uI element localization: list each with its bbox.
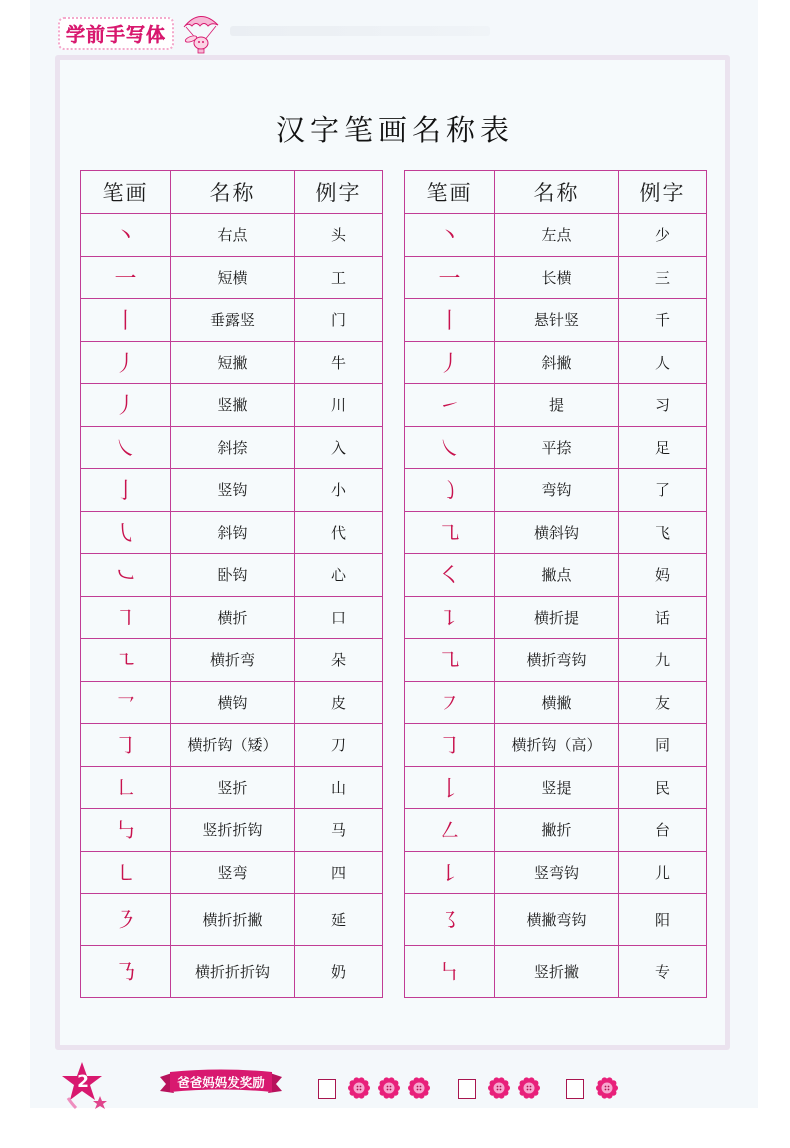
stroke-glyph: ㇡ [81, 946, 171, 998]
example-char: 小 [295, 469, 383, 512]
stroke-name: 斜撇 [495, 341, 619, 384]
reward-checkbox[interactable] [318, 1079, 336, 1099]
stroke-glyph: 丿 [81, 384, 171, 427]
stroke-name: 横折折折钩 [171, 946, 295, 998]
table-row [405, 639, 707, 682]
example-char: 阳 [619, 894, 707, 946]
stroke-glyph: ㇞ [405, 946, 495, 998]
example-char: 友 [619, 681, 707, 724]
stroke-glyph: ㇌ [405, 894, 495, 946]
table-row [405, 596, 707, 639]
stroke-glyph: ㇋ [81, 894, 171, 946]
stroke-glyph: ㇆ [81, 724, 171, 767]
parachute-bunny-icon [178, 11, 222, 55]
stroke-name: 卧钩 [171, 554, 295, 597]
stroke-glyph: 丨 [81, 299, 171, 342]
brand-title: 学前手写体 [58, 17, 174, 50]
stroke-glyph: 𠄌 [405, 766, 495, 809]
table-row [405, 894, 707, 946]
stroke-glyph: ㇆ [405, 724, 495, 767]
stroke-name: 斜钩 [171, 511, 295, 554]
stroke-name: 竖钩 [171, 469, 295, 512]
stroke-glyph: 一 [405, 256, 495, 299]
reward-checkbox[interactable] [458, 1079, 476, 1099]
example-char: 奶 [295, 946, 383, 998]
example-char: 足 [619, 426, 707, 469]
stroke-name: 横折提 [495, 596, 619, 639]
example-char: 同 [619, 724, 707, 767]
example-char: 入 [295, 426, 383, 469]
stroke-name: 短横 [171, 256, 295, 299]
table-header-row [81, 171, 383, 214]
stroke-glyph: 一 [81, 256, 171, 299]
example-char: 人 [619, 341, 707, 384]
stroke-glyph: ㇙ [405, 851, 495, 894]
stroke-name: 撇点 [495, 554, 619, 597]
stroke-glyph: ㇏ [81, 426, 171, 469]
page-footer [60, 1060, 760, 1110]
example-char: 朵 [295, 639, 383, 682]
stroke-name: 横折 [171, 596, 295, 639]
stroke-name: 右点 [171, 214, 295, 257]
stroke-name: 竖撇 [171, 384, 295, 427]
table-row [405, 426, 707, 469]
flower-sticker-icon [408, 1077, 430, 1099]
table-row [81, 256, 383, 299]
table-row [81, 639, 383, 682]
stroke-glyph: 丿 [405, 341, 495, 384]
stroke-name: 弯钩 [495, 469, 619, 512]
example-char: 头 [295, 214, 383, 257]
stroke-glyph: ㇕ [81, 596, 171, 639]
example-char: 口 [295, 596, 383, 639]
header-stroke: 笔画 [81, 171, 171, 214]
example-char: 牛 [295, 341, 383, 384]
flower-sticker-icon [348, 1077, 370, 1099]
example-char: 刀 [295, 724, 383, 767]
stroke-glyph: ㇈ [405, 639, 495, 682]
example-char: 妈 [619, 554, 707, 597]
example-char: 四 [295, 851, 383, 894]
stroke-name: 横撇 [495, 681, 619, 724]
example-char: 专 [619, 946, 707, 998]
stroke-name: 横钩 [171, 681, 295, 724]
header-name: 名称 [495, 171, 619, 214]
example-char: 儿 [619, 851, 707, 894]
example-char: 飞 [619, 511, 707, 554]
stroke-name: 竖弯钩 [495, 851, 619, 894]
table-row [405, 809, 707, 852]
stroke-glyph: ㇛ [405, 554, 495, 597]
table-row [81, 511, 383, 554]
example-char: 川 [295, 384, 383, 427]
stroke-glyph: ㇏ [405, 426, 495, 469]
stroke-name: 竖折折钩 [171, 809, 295, 852]
table-row [81, 809, 383, 852]
flower-sticker-icon [518, 1077, 540, 1099]
stroke-name: 竖折 [171, 766, 295, 809]
table-header-row [405, 171, 707, 214]
reward-label: 爸爸妈妈发奖励 [177, 1075, 265, 1090]
table-row [405, 851, 707, 894]
table-row [405, 681, 707, 724]
stroke-glyph: ㇄ [81, 851, 171, 894]
stroke-name: 斜捺 [171, 426, 295, 469]
stroke-name: 横折弯钩 [495, 639, 619, 682]
stroke-glyph: 丶 [81, 214, 171, 257]
stroke-glyph: 亅 [81, 469, 171, 512]
table-row [405, 554, 707, 597]
example-char: 三 [619, 256, 707, 299]
example-char: 民 [619, 766, 707, 809]
table-row [81, 469, 383, 512]
stroke-name: 左点 [495, 214, 619, 257]
example-char: 门 [295, 299, 383, 342]
example-char: 皮 [295, 681, 383, 724]
table-row [405, 214, 707, 257]
flower-sticker-icon [596, 1077, 618, 1099]
stroke-glyph: ㇂ [81, 511, 171, 554]
header-example: 例字 [619, 171, 707, 214]
stroke-glyph: ㇇ [405, 681, 495, 724]
stroke-name: 竖弯 [171, 851, 295, 894]
table-row [81, 724, 383, 767]
stroke-name: 横折钩（矮） [171, 724, 295, 767]
stroke-name: 平捺 [495, 426, 619, 469]
flower-sticker-icon [488, 1077, 510, 1099]
example-char: 代 [295, 511, 383, 554]
example-char: 延 [295, 894, 383, 946]
stroke-name: 悬针竖 [495, 299, 619, 342]
stroke-glyph: ㇍ [81, 639, 171, 682]
table-row [81, 426, 383, 469]
example-char: 习 [619, 384, 707, 427]
example-char: 心 [295, 554, 383, 597]
stroke-name: 垂露竖 [171, 299, 295, 342]
example-char: 千 [619, 299, 707, 342]
table-row [405, 469, 707, 512]
table-row [405, 384, 707, 427]
table-row [81, 341, 383, 384]
stroke-table-left [80, 170, 383, 998]
table-row [81, 384, 383, 427]
example-char: 了 [619, 469, 707, 512]
table-row [81, 946, 383, 998]
stroke-glyph: ㇈ [405, 511, 495, 554]
stroke-glyph: ㇗ [81, 766, 171, 809]
table-row [405, 341, 707, 384]
stroke-name: 横斜钩 [495, 511, 619, 554]
header-example: 例字 [295, 171, 383, 214]
stroke-glyph: ㇁ [405, 469, 495, 512]
example-char: 工 [295, 256, 383, 299]
flower-sticker-icon [378, 1077, 400, 1099]
header-stroke: 笔画 [405, 171, 495, 214]
table-row [81, 766, 383, 809]
stroke-name: 竖折撇 [495, 946, 619, 998]
stroke-glyph: ㇀ [405, 384, 495, 427]
table-row [81, 851, 383, 894]
table-row [81, 554, 383, 597]
table-row [81, 299, 383, 342]
table-row [405, 511, 707, 554]
table-row [81, 894, 383, 946]
page-number: 2 [77, 1072, 89, 1092]
example-char: 台 [619, 809, 707, 852]
example-char: 山 [295, 766, 383, 809]
stroke-glyph: 丿 [81, 341, 171, 384]
reward-checkbox[interactable] [566, 1079, 584, 1099]
stroke-name: 横折钩（高） [495, 724, 619, 767]
table-row [405, 946, 707, 998]
stroke-glyph: 丶 [405, 214, 495, 257]
table-row [405, 256, 707, 299]
stroke-name: 横折折撇 [171, 894, 295, 946]
stroke-glyph: ㇜ [405, 809, 495, 852]
table-row [405, 724, 707, 767]
stroke-glyph: ㇖ [81, 681, 171, 724]
stroke-name: 提 [495, 384, 619, 427]
stroke-name: 短撇 [171, 341, 295, 384]
stroke-name: 横折弯 [171, 639, 295, 682]
page-title: 汉字笔画名称表 [275, 113, 514, 147]
table-row [81, 596, 383, 639]
brand-header [58, 20, 222, 46]
stroke-name: 撇折 [495, 809, 619, 852]
table-row [405, 299, 707, 342]
table-row [81, 681, 383, 724]
table-row [81, 214, 383, 257]
stroke-glyph: 丨 [405, 299, 495, 342]
header-name: 名称 [171, 171, 295, 214]
example-char: 话 [619, 596, 707, 639]
stroke-glyph: ㇊ [405, 596, 495, 639]
stroke-name: 竖提 [495, 766, 619, 809]
example-char: 九 [619, 639, 707, 682]
stroke-glyph: ㇉ [81, 809, 171, 852]
header-decoration [230, 26, 490, 36]
table-row [405, 766, 707, 809]
stroke-table-right [404, 170, 707, 998]
example-char: 马 [295, 809, 383, 852]
stroke-name: 长横 [495, 256, 619, 299]
example-char: 少 [619, 214, 707, 257]
stroke-glyph: ㇃ [81, 554, 171, 597]
stroke-name: 横撇弯钩 [495, 894, 619, 946]
